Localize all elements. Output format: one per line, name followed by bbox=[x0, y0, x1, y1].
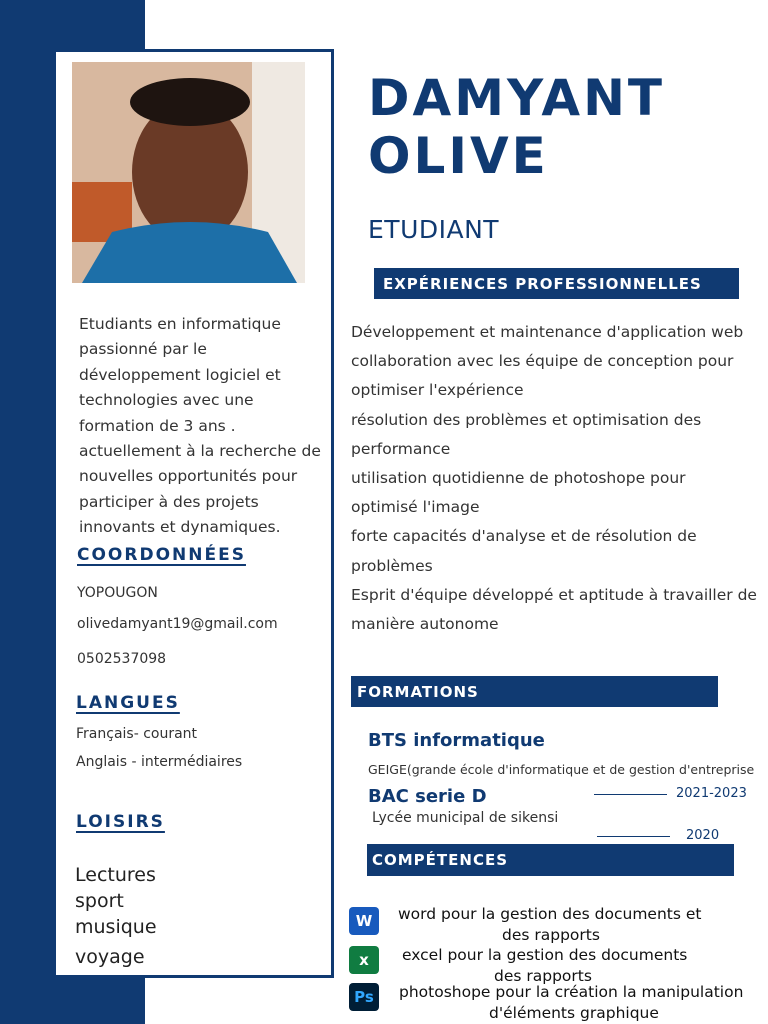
word-icon: W bbox=[349, 907, 379, 935]
experience-line: optimiser l'expérience bbox=[351, 381, 524, 400]
hobbies-heading: LOISIRS bbox=[76, 812, 165, 832]
education-school: GEIGE(grande école d'informatique et de gestion d'entreprise bbox=[368, 762, 755, 777]
profile-line: formation de 3 ans . bbox=[79, 416, 236, 435]
experience-line: optimisé l'image bbox=[351, 498, 480, 517]
experience-line: résolution des problèmes et optimisation des bbox=[351, 410, 702, 429]
experience-line: forte capacités d'analyse et de résolution de bbox=[351, 527, 697, 546]
education-degree: BTS informatique bbox=[368, 730, 545, 751]
hobby-item: musique bbox=[75, 916, 157, 938]
profile-line: développement logiciel et bbox=[79, 365, 281, 384]
skill-line: excel pour la gestion des documents bbox=[402, 946, 688, 964]
first-name: DAMYANT bbox=[368, 69, 666, 127]
hobbies-list bbox=[75, 862, 157, 970]
skill-line: des rapports bbox=[494, 967, 592, 985]
contact-heading: COORDONNÉES bbox=[77, 545, 246, 565]
hobby-item: Lectures bbox=[75, 864, 156, 886]
profile-line: passionné par le bbox=[79, 340, 207, 359]
languages-heading: LANGUES bbox=[76, 693, 180, 713]
profile-summary bbox=[79, 312, 324, 541]
photoshop-icon: Ps bbox=[349, 983, 379, 1011]
education-years: 2020 bbox=[686, 828, 720, 843]
contact-phone[interactable]: 0502537098 bbox=[77, 651, 167, 667]
hobby-item: sport bbox=[75, 890, 124, 912]
skills-heading: COMPÉTENCES bbox=[367, 844, 734, 876]
contact-location: YOPOUGON bbox=[77, 585, 158, 601]
last-name: OLIVE bbox=[368, 127, 549, 185]
experience-line: problèmes bbox=[351, 556, 433, 575]
skill-line: des rapports bbox=[502, 926, 600, 944]
education-school: Lycée municipal de sikensi bbox=[372, 810, 559, 826]
skill-item bbox=[398, 904, 701, 946]
timeline-line bbox=[594, 794, 667, 795]
experience-line: manière autonome bbox=[351, 615, 499, 634]
experience-line: Esprit d'équipe développé et aptitude à travailler de bbox=[351, 585, 757, 604]
language-item: Anglais - intermédiaires bbox=[76, 754, 243, 770]
timeline-line bbox=[597, 836, 670, 837]
experience-list bbox=[351, 318, 761, 639]
education-heading: FORMATIONS bbox=[351, 676, 718, 707]
profile-line: innovants et dynamiques. bbox=[79, 518, 281, 537]
education-degree: BAC serie D bbox=[368, 786, 487, 807]
profile-line: actuellement à la recherche de bbox=[79, 442, 321, 461]
contact-email[interactable]: olivedamyant19@gmail.com bbox=[77, 616, 278, 632]
profile-line: nouvelles opportunités pour bbox=[79, 467, 298, 486]
skill-item bbox=[402, 945, 687, 987]
experience-line: Développement et maintenance d'application web bbox=[351, 323, 744, 341]
skill-line: photoshope pour la création la manipulation bbox=[399, 983, 744, 1001]
profile-line: technologies avec une bbox=[79, 391, 254, 410]
profile-photo bbox=[72, 62, 305, 283]
experience-line: performance bbox=[351, 439, 451, 458]
experience-line: utilisation quotidienne de photoshope pour bbox=[351, 469, 686, 488]
profile-line: Etudiants en informatique bbox=[79, 315, 281, 333]
excel-icon: x bbox=[349, 946, 379, 974]
experience-heading: EXPÉRIENCES PROFESSIONNELLES bbox=[374, 268, 739, 299]
skill-line: word pour la gestion des documents et bbox=[398, 905, 702, 923]
job-title: ETUDIANT bbox=[368, 215, 500, 244]
profile-line: participer à des projets bbox=[79, 492, 259, 511]
skill-line: d'éléments graphique bbox=[489, 1004, 659, 1022]
experience-line: collaboration avec les équipe de conception pour bbox=[351, 352, 734, 371]
language-item: Français- courant bbox=[76, 726, 198, 742]
hobby-item: voyage bbox=[75, 946, 145, 968]
skill-item bbox=[399, 982, 743, 1024]
education-years: 2021-2023 bbox=[676, 786, 747, 801]
